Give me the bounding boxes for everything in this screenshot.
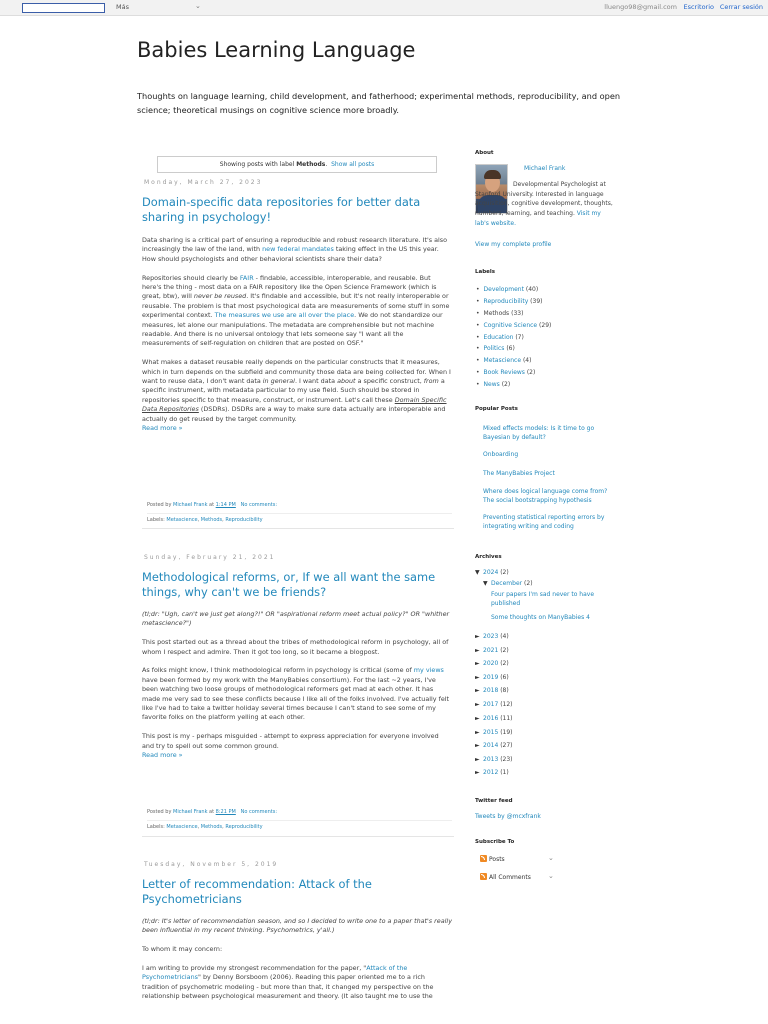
attack-psychometricians-link[interactable]: Attack of the Psychometricians	[142, 964, 408, 982]
label-link[interactable]: Cognitive Science	[483, 321, 538, 329]
expand-toggle-icon: ►	[475, 633, 480, 640]
profile-description: Developmental Psychologist at Stanford University. Interested in language acquisition, cognitive development, thoughts, numbers, learning, and teaching. Visit my lab's website.	[475, 181, 613, 227]
chevron-down-icon[interactable]: ⌄	[548, 872, 554, 880]
post-divider	[142, 528, 454, 529]
archive-year[interactable]: ► 2021 (2)	[475, 647, 509, 654]
subscribe-heading: Subscribe To	[475, 839, 515, 845]
profile-name-link[interactable]: Michael Frank	[524, 165, 566, 172]
label-link[interactable]: Metascience	[166, 517, 198, 523]
popular-post-link[interactable]: Onboarding	[483, 451, 519, 458]
archive-post-link[interactable]: Four papers I'm sad never to have published	[491, 591, 595, 607]
federal-mandates-link[interactable]: new federal mandates	[262, 245, 334, 254]
archive-month-december[interactable]: ▼ December (2)	[483, 580, 533, 587]
expand-toggle-icon[interactable]: ▼	[475, 569, 480, 576]
twitter-link[interactable]: Tweets by @mcxfrank	[475, 813, 541, 820]
label-item: • Book Reviews (2)	[476, 367, 551, 379]
popular-post-link[interactable]: Mixed effects models: Is it time to go Bayesian by default?	[483, 425, 595, 441]
show-all-posts-link[interactable]: Show all posts	[331, 161, 375, 168]
label-link[interactable]: Reproducibility	[483, 297, 529, 305]
expand-toggle-icon: ►	[475, 756, 480, 763]
read-more-link[interactable]: Read more »	[142, 424, 183, 433]
label-link[interactable]: Book Reviews	[483, 369, 525, 377]
expand-toggle-icon: ►	[475, 647, 480, 654]
labels-heading: Labels	[475, 269, 496, 275]
post-body: (tl;dr: It's letter of recommendation season, and so I decided to write one to a paper that's really been influential in my recent thinking. Psychometrics, y'all.) To whom it may concern: I am writing to provide my strongest recommendation for the paper, "Attack of the Psychometricians" by Denny Borsboom (2006). Reading this paper oriented me to a rich tradition of psychometric modeling - but more than that, it changed my perspective on the relationship between psychological measurement and theory. (It also taught me to use the	[142, 917, 452, 1001]
comments-link[interactable]: No comments:	[240, 809, 278, 815]
blog-description: Thoughts on language learning, child development, and fatherhood; experimental methods, reproducibility, and open science; theoretical musings on cognitive science more broadly.	[137, 91, 621, 115]
archive-year[interactable]: ► 2015 (19)	[475, 729, 513, 736]
expand-toggle-icon: ►	[475, 701, 480, 708]
popular-post-link[interactable]: The ManyBabies Project	[483, 470, 555, 477]
my-views-link[interactable]: my views	[413, 666, 444, 675]
post-date: Tuesday, November 5, 2019	[144, 861, 279, 868]
label-item: • Reproducibility (39)	[476, 296, 551, 308]
archive-year[interactable]: ► 2014 (27)	[475, 742, 513, 749]
archive-year[interactable]: ► 2012 (1)	[475, 769, 509, 776]
expand-toggle-icon[interactable]: ▼	[483, 580, 488, 587]
author-link[interactable]: Michael Frank	[173, 502, 208, 508]
label-link[interactable]: News	[483, 381, 500, 389]
label-link[interactable]: Methods	[200, 824, 223, 830]
logout-link[interactable]: Cerrar sesión	[719, 3, 763, 11]
archive-year[interactable]: ► 2019 (6)	[475, 674, 509, 681]
archive-year[interactable]: ► 2023 (4)	[475, 633, 509, 640]
label-link[interactable]: Metascience	[166, 824, 198, 830]
post-divider	[142, 836, 454, 837]
chevron-down-icon[interactable]: ⌄	[195, 2, 201, 10]
label-link[interactable]: Development	[483, 286, 524, 293]
archive-year-2024[interactable]: ▼ 2024 (2)	[475, 569, 509, 576]
popular-post-link[interactable]: Where does logical language come from? The social bootstrapping hypothesis	[483, 488, 608, 504]
navbar-search-input[interactable]	[22, 3, 105, 13]
label-link[interactable]: Reproducibility	[225, 824, 263, 830]
subscribe-comments[interactable]: All Comments	[480, 873, 531, 881]
label-item: • Education (7)	[476, 332, 551, 344]
user-email: lluengo98@gmail.com	[604, 3, 677, 11]
label-filter-status	[157, 156, 437, 173]
about-heading: About	[475, 150, 494, 156]
archive-year[interactable]: ► 2018 (8)	[475, 687, 509, 694]
read-more-link[interactable]: Read more »	[142, 751, 183, 760]
comments-link[interactable]: No comments:	[240, 502, 278, 508]
subscribe-posts[interactable]: Posts	[480, 855, 505, 863]
expand-toggle-icon: ►	[475, 687, 480, 694]
author-link[interactable]: Michael Frank	[173, 809, 208, 815]
archive-post-link[interactable]: Some thoughts on ManyBabies 4	[491, 614, 590, 621]
measures-link[interactable]: The measures we use are all over the place	[214, 311, 355, 320]
post-footer: Posted by Michael Frank at 1:14 PM No comments: Labels: Metascience, Methods, Reproducibility	[147, 499, 452, 527]
blog-title[interactable]: Babies Learning Language	[137, 38, 416, 62]
status-label: Methods	[296, 161, 326, 168]
post-body: Data sharing is a critical part of ensuring a reproducible and robust research literature. It's also increasingly the law of the land, with new federal mandates taking effect in the US this year. How should psychologists and other behavioral scientists share their data? Repositories should clearly be FAIR - findable, accessible, interoperable, and reusable. But here's the thing - most data on a FAIR repository like the Open Science Framework (which is great, btw), will never be reused. It's findable and accessible, but it's not really interoperable or reusable. The problem is that most psychological data are measurements of some stuff in some experimental context. The measures we use are all over the place. We do not standardize our measures, let alone our manipulations. The metadata are comprehensible but not machine readable. And there is no universal ontology that lets someone say "I want all the measurements of self-regulation on children that are posted on OSF." What makes a dataset reusable really depends on the particular constructs that it measures, which in turn depends on the subfield and community those data are being collected for. When I want to reuse data, I don't want data in general. I want data about a specific construct, from a specific instrument, with metadata particular to my use field. Such should be stored in repositories specific to that measure, construct, or instrument. Let's call these Domain Specific Data Repositories (DSDRs). DSDRs are a way to make sure data actually are interoperable and actually do get reused by the target community. Read more »	[142, 236, 451, 433]
expand-toggle-icon: ►	[475, 729, 480, 736]
post-title[interactable]: Letter of recommendation: Attack of the Psychometricians	[142, 877, 372, 906]
label-link[interactable]: Reproducibility	[225, 517, 263, 523]
post-date: Monday, March 27, 2023	[144, 179, 263, 186]
label-item: • Politics (6)	[476, 343, 551, 355]
post-footer: Posted by Michael Frank at 8:21 PM No comments: Labels: Metascience, Methods, Reproducibility	[147, 806, 452, 834]
expand-toggle-icon: ►	[475, 742, 480, 749]
post-title[interactable]: Domain-specific data repositories for better data sharing in psychology!	[142, 195, 421, 224]
post-time-link[interactable]: 1:14 PM	[215, 502, 236, 508]
label-link[interactable]: Education	[483, 333, 514, 341]
status-suffix: .	[325, 161, 328, 168]
complete-profile-link[interactable]: View my complete profile	[475, 241, 552, 248]
label-link[interactable]: Metascience	[483, 357, 522, 365]
twitter-heading: Twitter feed	[475, 798, 513, 804]
post-date: Sunday, February 21, 2021	[144, 554, 276, 561]
label-item: • News (2)	[476, 379, 551, 391]
archive-year[interactable]: ► 2017 (12)	[475, 701, 513, 708]
chevron-down-icon[interactable]: ⌄	[548, 854, 554, 862]
lab-website-link[interactable]: Visit my lab's website.	[475, 210, 601, 227]
rss-feed-icon	[480, 873, 487, 880]
archives-heading: Archives	[475, 554, 502, 560]
archive-year[interactable]: ► 2013 (23)	[475, 756, 513, 763]
label-item: • Development (40)	[476, 284, 551, 296]
navbar-more-menu[interactable]: Más	[116, 3, 129, 11]
post-body: (tl;dr: "Ugh, can't we just get along?!" OR "aspirational reform meet actual policy?" OR "whither metascience?") This post started out as a thread about the tribes of methodological reform in psychology, all of whom I respect and admire. Then it got too long, so it became a blogpost. As folks might know, I think methodological reform in psychology is critical (some of my views have been formed by my work with the ManyBabies consortium). For the last ~2 years, I've been watching two loose groups of methodological reformers get mad at each other. It has made me very sad to see these conflicts because I like all of the folks involved. I've actually felt like I've had to take a twitter holiday several times because I can't stand to see some of my favorite folks on the platform yelling at each other. This post is my - perhaps misguided - attempt to express appreciation for everyone involved and try to spell out some common ground. Read more »	[142, 610, 450, 760]
archive-year[interactable]: ► 2020 (2)	[475, 660, 509, 667]
expand-toggle-icon: ►	[475, 715, 480, 722]
popular-posts-heading: Popular Posts	[475, 406, 518, 412]
dashboard-link[interactable]: Escritorio	[683, 3, 714, 11]
post-time-link[interactable]: 8:21 PM	[215, 809, 236, 815]
label-item: • Metascience (4)	[476, 355, 551, 367]
labels-list	[476, 284, 551, 391]
archive-year[interactable]: ► 2016 (11)	[475, 715, 513, 722]
post-title[interactable]: Methodological reforms, or, If we all want the same things, why can't we be friends?	[142, 570, 436, 599]
rss-feed-icon	[480, 855, 487, 862]
expand-toggle-icon: ►	[475, 769, 480, 776]
blogger-navbar	[0, 0, 768, 16]
label-item: • Methods (33)	[476, 308, 551, 320]
label-link[interactable]: Methods	[200, 517, 223, 523]
expand-toggle-icon: ►	[475, 674, 480, 681]
label-item: • Cognitive Science (29)	[476, 320, 551, 332]
label-current: Methods	[483, 309, 510, 317]
popular-post-link[interactable]: Preventing statistical reporting errors by integrating writing and coding	[483, 514, 605, 530]
expand-toggle-icon: ►	[475, 660, 480, 667]
status-prefix: Showing posts with label	[219, 161, 297, 168]
fair-link[interactable]: FAIR	[239, 273, 254, 282]
label-link[interactable]: Politics	[483, 345, 505, 353]
